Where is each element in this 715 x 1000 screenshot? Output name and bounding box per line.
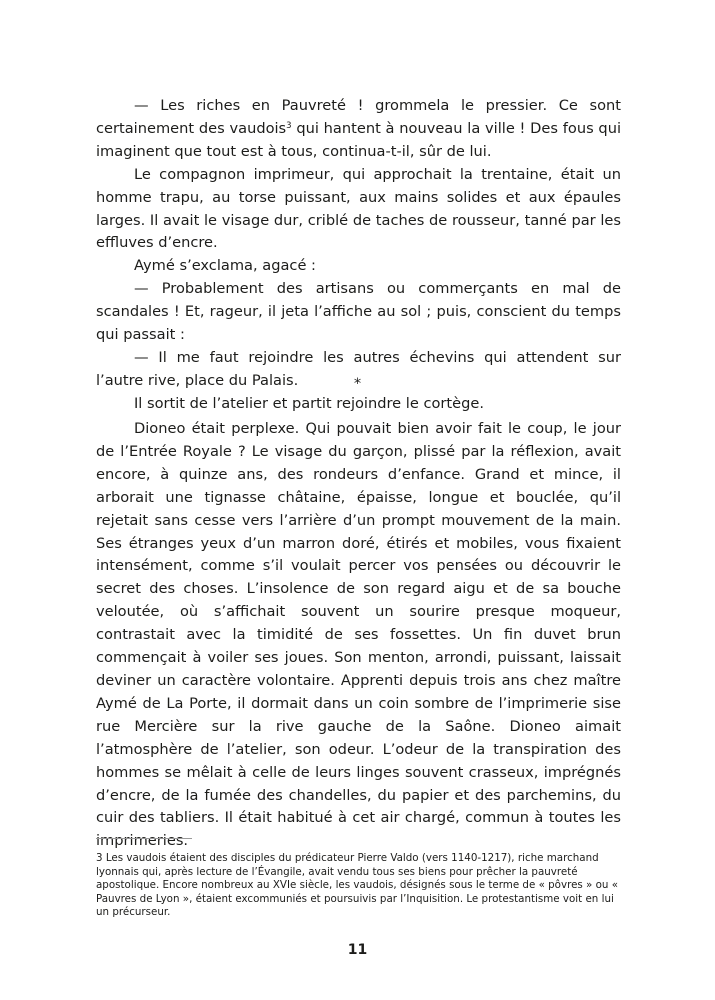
text-section-top	[96, 95, 621, 416]
section-separator: *	[353, 375, 362, 392]
paragraph-dialogue-artisans: — Probablement des artisans ou commerçants en mal de scandales ! Et, rageur, il jeta l’affiche au sol ; puis, conscient du temps qui passait :	[96, 280, 621, 344]
paragraph-dialogue-echevins: — Il me faut rejoindre les autres échevins qui attendent sur l’autre rive, place du Palais.	[96, 348, 621, 389]
paragraph-sortit: Il sortit de l’atelier et partit rejoindre le cortège.	[134, 394, 485, 412]
text-section-main	[96, 418, 621, 853]
footnote: 3 Les vaudois étaient des disciples du prédicateur Pierre Valdo (vers 1140-1217), riche marchand lyonnais qui, après lecture de l’Évangile, avait vendu tous ses biens pour prêcher la pauvreté apostolique. Encore nombreux au XVIe siècle, les vaudois, désignés sous le terme de « pôvres » ou « Pauvres de Lyon », étaient excommuniés et poursuivis par l’Inquisition. Le protestantisme voit en lui un précurseur.	[96, 852, 619, 919]
paragraph-dialogue-riches: — Les riches en Pauvreté ! grommela le pressier. Ce sont certainement des vaudois$^3$ qui hantent à nouveau la ville ! Des fous qui imaginent que tout est à tous, continua-t-il, sûr de lui.	[96, 97, 621, 160]
footnote-divider	[96, 838, 192, 839]
page-number: 11	[347, 942, 368, 958]
paragraph-ayme-exclama: Aymé s’exclama, agacé :	[134, 257, 316, 275]
footnote-reference[interactable]: 3	[286, 120, 292, 131]
paragraph-compagnon: Le compagnon imprimeur, qui approchait la trentaine, était un homme trapu, au torse puissant, aux mains solides et aux épaules larges. Il avait le visage dur, criblé de taches de rousseur, tanné par les effluves d’encre.	[96, 165, 621, 252]
paragraph-dioneo: Dioneo était perplexe. Qui pouvait bien avoir fait le coup, le jour de l’Entrée Royale ? Le visage du garçon, plissé par la réflexion, avait encore, à quinze ans, des rondeurs d’enfance. Grand et mince, il arborait une tignasse châtaine, épaisse, longue et bouclée, qu’il rejetait sans cesse vers l’arrière d’un prompt mouvement de la main. Ses étranges yeux d’un marron doré, étirés et mobiles, vous fixaient intensément, comme s’il voulait percer vos pensées ou découvrir le secret des choses. L’insolence de son regard aigu et de sa bouche veloutée, où s’affichait souvent un sourire presque moqueur, contrastait avec la timidité de ses fossettes. Un fin duvet brun commençait à voiler ses joues. Son menton, arrondi, puissant, laissait deviner un caractère volontaire. Apprenti depuis trois ans chez maître Aymé de La Porte, il dormait dans un coin sombre de l’imprimerie sise rue Mercière sur la rive gauche de la Saône. Dioneo aimait l’atmosphère de l’atelier, son odeur. L’odeur de la transpiration des hommes se mêlait à celle de leurs linges souvent crasseux, imprégnés d’encre, de la fumée des chandelles, du papier et des parchemins, du cuir des tabliers. Il était habitué à cet air chargé, commun à toutes les imprimeries.	[96, 420, 621, 850]
